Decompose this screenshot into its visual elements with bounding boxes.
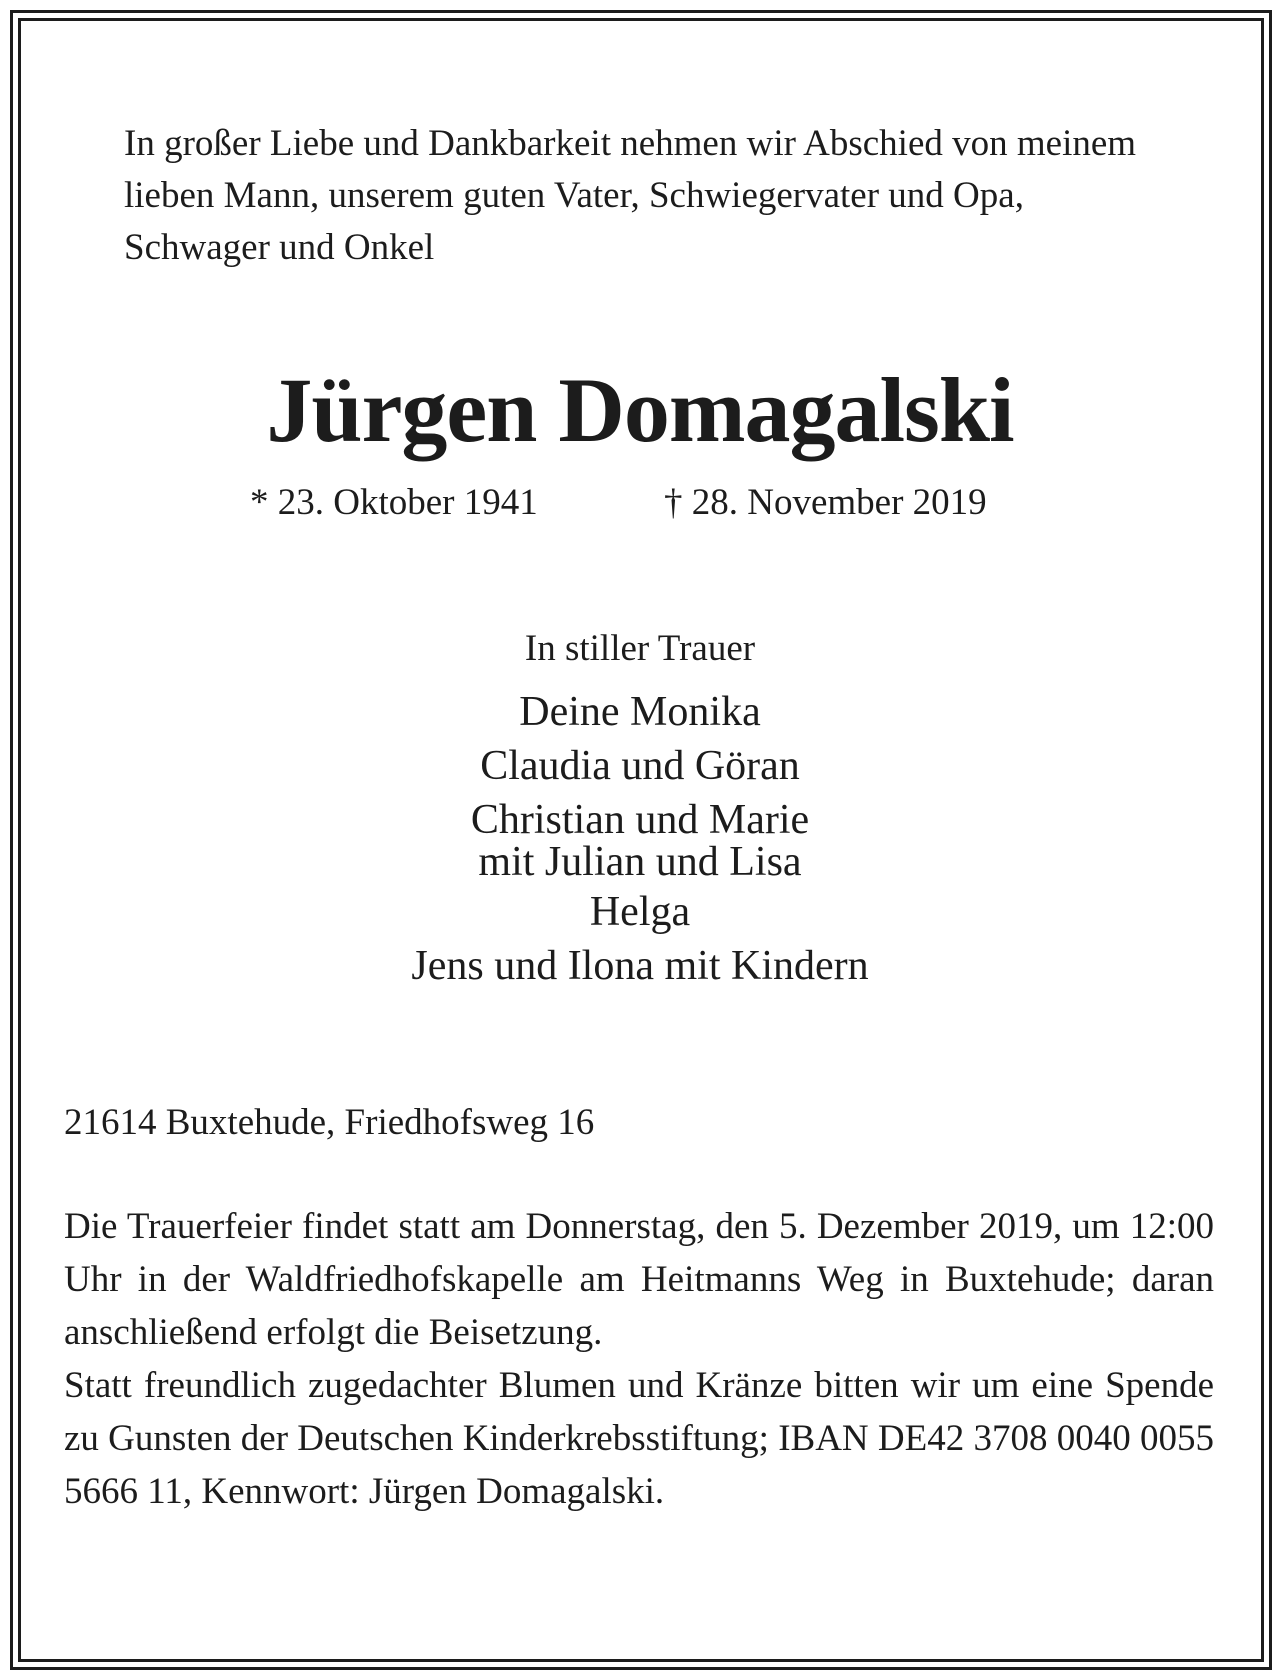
mourning-intro: In stiller Trauer bbox=[524, 628, 756, 669]
mourner-line: Deine Monika bbox=[519, 689, 761, 735]
mourner-line: Christian und Marie bbox=[470, 797, 810, 843]
death-date: † 28. November 2019 bbox=[664, 482, 987, 523]
deceased-name: Jürgen Domagalski bbox=[266, 359, 1014, 461]
donation-notice: Statt freundlich zugedachter Blumen und Kränze bitten wir um eine Spende zu Gunsten der Deutschen Kinderkrebsstiftung; IBAN DE42 3708 0040 0055 5666 11, Kennwort: Jürgen Domagalski. bbox=[64, 1365, 1214, 1512]
funeral-notice bbox=[64, 1200, 1214, 1518]
address: 21614 Buxtehude, Friedhofsweg 16 bbox=[64, 1102, 595, 1143]
mourner-line: mit Julian und Lisa bbox=[478, 839, 802, 885]
intro-text bbox=[124, 118, 1224, 274]
birth-date: * 23. Oktober 1941 bbox=[250, 482, 538, 523]
service-notice: Die Trauerfeier findet statt am Donnerstag, den 5. Dezember 2019, um 12:00 Uhr in der Waldfriedhofskapelle am Heitmanns Weg in Buxtehude; daran anschließend erfolgt die Beisetzung. bbox=[64, 1206, 1214, 1353]
intro-line: In großer Liebe und Dankbarkeit nehmen wir Abschied von meinem bbox=[124, 123, 1137, 164]
mourner-line: Helga bbox=[589, 889, 691, 935]
mourner-line: Claudia und Göran bbox=[480, 743, 800, 789]
mourner-line: Jens und Ilona mit Kindern bbox=[411, 943, 869, 989]
intro-line: lieben Mann, unserem guten Vater, Schwiegervater und Opa, bbox=[124, 175, 1024, 216]
intro-line: Schwager und Onkel bbox=[124, 227, 435, 268]
